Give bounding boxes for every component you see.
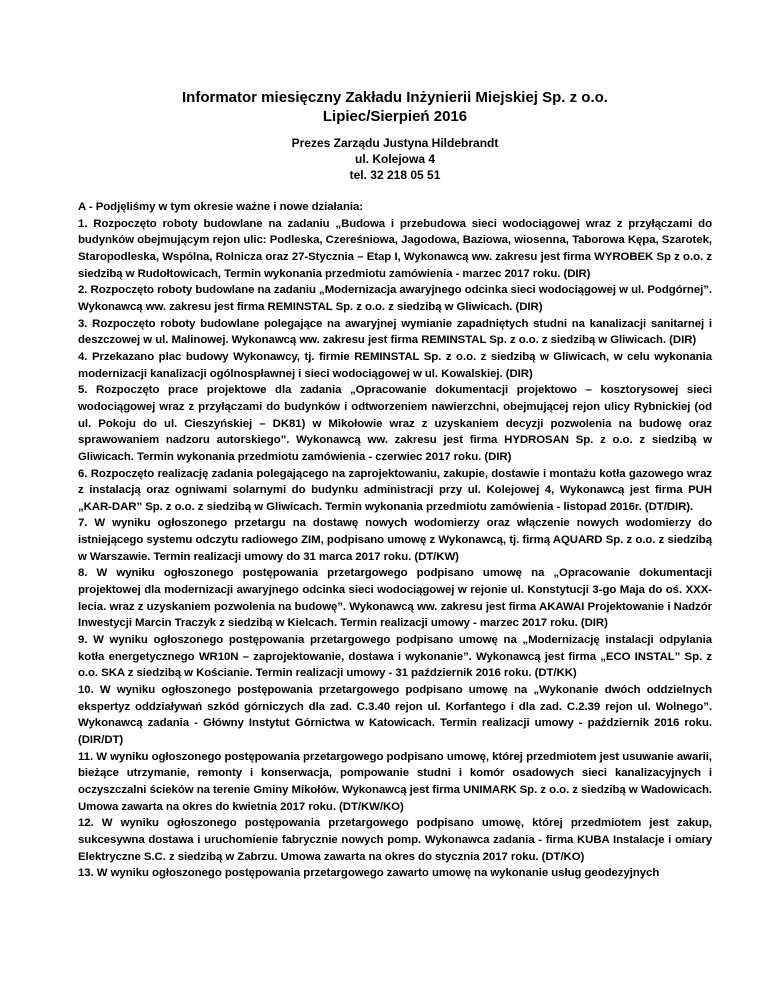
document-body	[78, 199, 712, 882]
list-item: 9. W wyniku ogłoszonego postępowania przetargowego podpisano umowę na „Modernizację instalacji odpylania kotła energetycznego WR10N – zaprojektowanie, dostawa i wykonanie”. Wykonawcą jest firma „ECO INSTAL” Sp. z o.o. SKA z siedzibą w Kościanie. Termin realizacji umowy - 31 październik 2016 roku. (DT/KK)	[78, 634, 712, 680]
list-item: 1. Rozpoczęto roboty budowlane na zadaniu „Budowa i przebudowa sieci wodociągowej wraz z przyłączami do budynków obejmującym rejon ulic: Podleska, Czereśniowa, Jagodowa, Baziowa, wiosenna, Taborowa Kępa, Szarotek, Staropodleska, Wspólna, Rolnicza oraz 27-Stycznia – Etap I, Wykonawcą ww. zakresu jest firma WYROBEK Sp z o.o. z siedzibą w Rudołtowicach, Termin wykonania przedmiotu zamówienia - marzec 2017 roku. (DIR)	[78, 217, 712, 280]
list-item: 11. W wyniku ogłoszonego postępowania przetargowego podpisano umowę, której przedmiotem jest usuwanie awarii, bieżące utrzymanie, remonty i konserwacja, pompowanie studni i komór osadowych sieci kanalizacyjnych i oczyszczalni ścieków na terenie Gminy Mikołów. Wykonawcą jest firma UNIMARK Sp. z o.o. z siedzibą w Wadowicach. Umowa zawarta na okres do kwietnia 2017 roku. (DT/KW/KO)	[78, 750, 712, 813]
section-heading: A - Podjęliśmy w tym okresie ważne i nowe działania:	[78, 201, 363, 213]
list-item: 6. Rozpoczęto realizację zadania polegającego na zaprojektowaniu, zakupie, dostawie i montażu kotła gazowego wraz z instalacją oraz ogniwami solarnymi do budynku administracji przy ul. Kolejowej 4, Wykonawcą jest firma PUH „KAR-DAR” Sp. z o.o. z siedzibą w Gliwicach. Termin wykonania przedmiotu zamówienia - listopad 2016r. (DT/DIR).	[78, 467, 712, 513]
address-line: ul. Kolejowa 4	[354, 152, 435, 166]
list-item: 2. Rozpoczęto roboty budowlane na zadaniu „Modernizacja awaryjnego odcinka sieci wodociągowej w ul. Podgórnej”. Wykonawcą ww. zakresu jest firma REMINSTAL Sp. z o.o. z siedzibą w Gliwicach. (DIR)	[78, 284, 712, 313]
contact-block	[78, 135, 712, 183]
document-title: Informator miesięczny Zakładu Inżynierii Miejskiej Sp. z o.o.	[182, 89, 608, 106]
president-line: Prezes Zarządu Justyna Hildebrandt	[291, 136, 499, 150]
list-item: 7. W wyniku ogłoszonego przetargu na dostawę nowych wodomierzy oraz włączenie nowych wodomierzy do istniejącego systemu odczytu radiowego ZIM, podpisano umowę z Wykonawcą, tj. firmą AQUARD Sp. z o.o. z siedzibą w Warszawie. Termin realizacji umowy do 31 marca 2017 roku. (DT/KW)	[78, 517, 712, 563]
document-period: Lipiec/Sierpień 2016	[322, 108, 468, 125]
list-item: 10. W wyniku ogłoszonego postępowania przetargowego podpisano umowę na „Wykonanie dwóch oddzielnych ekspertyz oddziaływań szkód górniczych dla zad. C.3.40 rejon ul. Korfantego i dla zad. C.2.39 rejon ul. Wolnego”. Wykonawcą zadania - Główny Instytut Górnictwa w Katowicach. Termin realizacji umowy - październik 2016 roku. (DIR/DT)	[78, 684, 712, 746]
list-item: 5. Rozpoczęto prace projektowe dla zadania „Opracowanie dokumentacji projektowo – kosztorysowej sieci wodociągowej wraz z przyłączami do budynków i odtworzeniem nawierzchni, obejmującej rejon ulicy Rybnickiej (od ul. Pokoju do ul. Cieszyńskiej – DK81) w Mikołowie wraz z uzyskaniem decyzji pozwolenia na budowę oraz sprawowaniem nadzoru autorskiego”. Wykonawcą ww. zakresu jest firma HYDROSAN Sp. z o.o. z siedzibą w Gliwicach. Termin wykonania przedmiotu zamówienia - czerwiec 2017 roku. (DIR)	[78, 384, 712, 463]
list-item: 4. Przekazano plac budowy Wykonawcy, tj. firmie REMINSTAL Sp. z o.o. z siedzibą w Gliwicach, w celu wykonania modernizacji kanalizacji ogólnospławnej i sieci wodociągowej w ul. Kowalskiej. (DIR)	[78, 350, 712, 380]
document-page	[78, 88, 712, 882]
phone-line: tel. 32 218 05 51	[349, 168, 441, 182]
list-item: 8. W wyniku ogłoszonego postępowania przetargowego podpisano umowę na „Opracowanie dokumentacji projektowej dla modernizacji awaryjnego odcinka sieci wodociągowej w rejonie ul. Konstytucji 3-go Maja do oś. XXX-lecia. wraz z uzyskaniem pozwolenia na budowę”. Wykonawcą ww. zakresu jest firma AKAWAI Projektowanie i Nadzór Inwestycji Marcin Traczyk z siedzibą w Kielcach. Termin realizacji umowy - marzec 2017 roku. (DIR)	[78, 567, 712, 630]
list-item: 13. W wyniku ogłoszonego postępowania przetargowego zawarto umowę na wykonanie usług geodezyjnych	[78, 867, 660, 880]
list-item: 12. W wyniku ogłoszonego postępowania przetargowego podpisano umowę, której przedmiotem jest zakup, sukcesywna dostawa i uruchomienie fabrycznie nowych pomp. Wykonawca zadania - firma KUBA Instalacje i omiary Elektryczne S.C. z siedzibą w Zabrzu. Umowa zawarta na okres do stycznia 2017 roku. (DT/KO)	[78, 817, 712, 863]
list-item: 3. Rozpoczęto roboty budowlane polegające na awaryjnej wymianie zapadniętych studni na kanalizacji sanitarnej i deszczowej w ul. Malinowej. Wykonawcą ww. zakresu jest firma REMINSTAL Sp. z o.o. z siedzibą w Gliwicach. (DIR)	[78, 317, 712, 347]
document-header	[78, 88, 712, 126]
